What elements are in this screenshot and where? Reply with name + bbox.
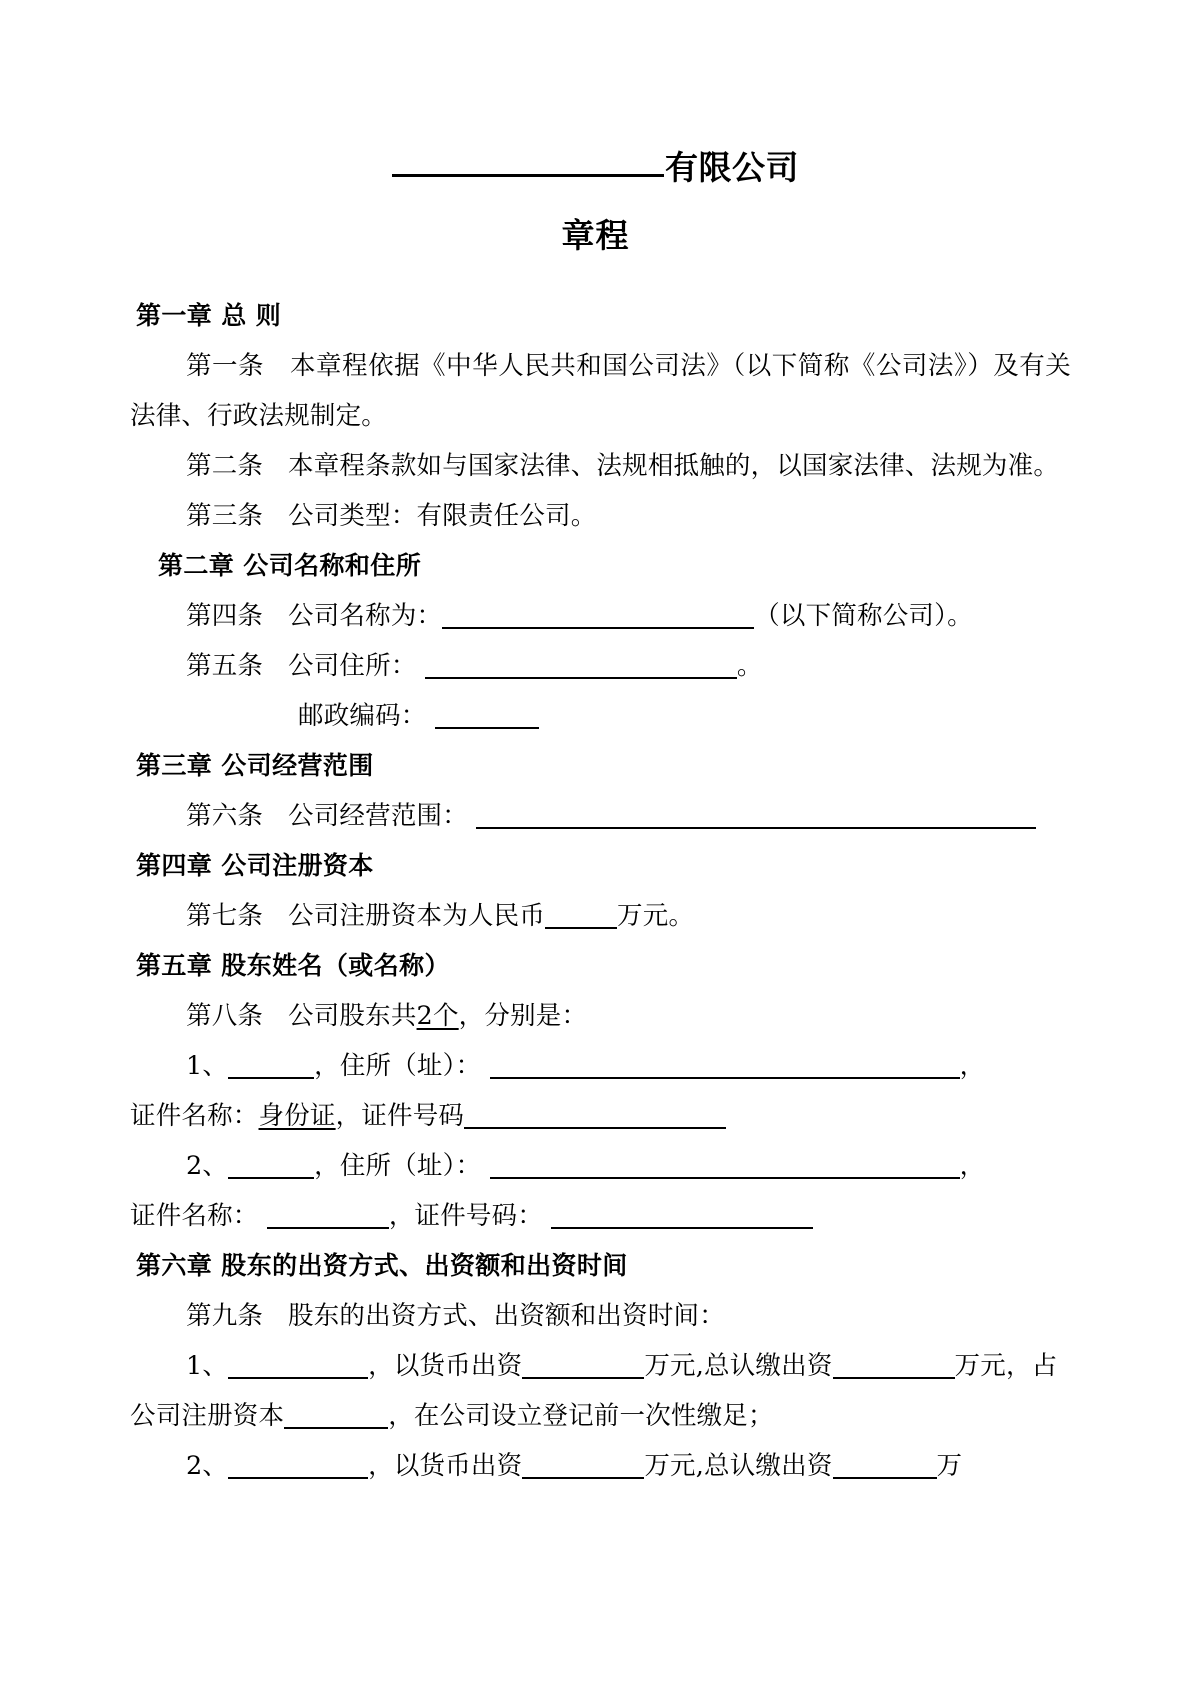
- shareholder-2-index: 2、: [186, 1151, 229, 1182]
- article-6: [130, 791, 1071, 841]
- contribution-2-seg2: 万元,总认缴出资: [644, 1451, 833, 1482]
- shareholder-2-name-field[interactable]: [228, 1176, 314, 1179]
- article-4-label: 第四条: [186, 601, 264, 632]
- contribution-1-seg4: ，在公司设立登记前一次性缴足；: [388, 1401, 774, 1432]
- article-7-label: 第七条: [186, 901, 264, 932]
- chapter-heading-1: 第一章 总 则: [136, 301, 282, 331]
- article-5-prefix: 公司住所：: [288, 651, 417, 682]
- contribution-1-name-field[interactable]: [228, 1376, 368, 1379]
- business-scope-field[interactable]: [476, 826, 1036, 829]
- article-3: [130, 491, 1071, 541]
- shareholder-2-id-number-field[interactable]: [551, 1226, 813, 1229]
- chapter-heading-2: 第二章 公司名称和住所: [158, 551, 422, 581]
- shareholder-1-address-label: ，住所（址）：: [314, 1051, 482, 1082]
- postal-code-field[interactable]: [435, 726, 539, 729]
- article-8: [130, 991, 1071, 1041]
- article-5-suffix: 。: [736, 651, 763, 682]
- chapter-heading-4: 第四章 公司注册资本: [136, 851, 374, 881]
- shareholder-2-address-line: [130, 1141, 1071, 1191]
- article-8-suffix: ，分别是：: [458, 1001, 588, 1032]
- contribution-1-seg1: ，以货币出资: [368, 1351, 523, 1382]
- page-subtitle: 章程: [561, 215, 630, 255]
- contribution-2-index: 2、: [186, 1451, 229, 1482]
- article-2-text: 本章程条款如与国家法律、法规相抵触的，以国家法律、法规为准。: [288, 451, 1060, 482]
- article-4: [130, 591, 1071, 641]
- article-7: [130, 891, 1071, 941]
- article-1-label: 第一条: [186, 351, 265, 382]
- article-1-text: 本章程依据《中华人民共和国公司法》（以下简称《公司法》）及有关法律、行政法规制定。: [130, 351, 1072, 432]
- document-body: [0, 291, 1191, 1491]
- shareholder-1-id-number-field[interactable]: [464, 1126, 726, 1129]
- chapter-heading-3: 第三章 公司经营范围: [136, 751, 374, 781]
- contribution-2-total-field[interactable]: [833, 1476, 937, 1479]
- contribution-2-seg1: ，以货币出资: [368, 1451, 523, 1482]
- article-3-label: 第三条: [186, 501, 264, 532]
- article-5: [130, 641, 1071, 691]
- company-address-field[interactable]: [425, 676, 737, 679]
- shareholder-1-name-field[interactable]: [228, 1076, 314, 1079]
- article-9-prefix: 股东的出资方式、出资额和出资时间：: [288, 1301, 725, 1332]
- article-3-text: 公司类型：有限责任公司。: [288, 501, 597, 532]
- article-9-label: 第九条: [186, 1301, 264, 1332]
- contribution-2-line: [130, 1441, 1071, 1491]
- shareholder-2-id-label: 证件名称：: [130, 1201, 259, 1232]
- contribution-1-cash-field[interactable]: [522, 1376, 644, 1379]
- shareholder-1-address-field[interactable]: [490, 1076, 960, 1079]
- company-name-blank[interactable]: [392, 174, 664, 177]
- contribution-2-name-field[interactable]: [228, 1476, 368, 1479]
- shareholder-1-id-label: 证件名称：: [130, 1101, 259, 1132]
- chapter-heading-6: 第六章 股东的出资方式、出资额和出资时间: [136, 1251, 628, 1281]
- shareholder-1-index: 1、: [186, 1051, 229, 1082]
- shareholder-1-id-number-label: ，证件号码: [335, 1101, 465, 1132]
- postal-code-line: [130, 691, 1071, 741]
- contribution-2-seg3: 万: [936, 1451, 963, 1482]
- contribution-1-index: 1、: [186, 1351, 229, 1382]
- article-4-suffix: （以下简称公司）。: [754, 601, 973, 632]
- article-5-label: 第五条: [186, 651, 264, 682]
- article-7-suffix: 万元。: [617, 901, 695, 932]
- shareholder-2-address-tail: ，: [959, 1151, 986, 1182]
- article-7-prefix: 公司注册资本为人民币: [288, 901, 546, 932]
- contribution-1-seg3: 万元，占公司注册资本: [130, 1351, 1058, 1432]
- article-2: [130, 441, 1071, 491]
- company-name-field[interactable]: [442, 626, 754, 629]
- contribution-1-line: [130, 1341, 1071, 1441]
- article-4-prefix: 公司名称为：: [288, 601, 443, 632]
- postal-code-label: 邮政编码：: [298, 701, 427, 732]
- article-6-prefix: 公司经营范围：: [288, 801, 468, 832]
- shareholder-2-address-label: ，住所（址）：: [314, 1151, 482, 1182]
- article-9: [130, 1291, 1071, 1341]
- contribution-1-total-field[interactable]: [833, 1376, 955, 1379]
- registered-capital-field[interactable]: [545, 926, 617, 929]
- page-title-suffix: 有限公司: [665, 148, 799, 187]
- contribution-1-percent-field[interactable]: [284, 1426, 388, 1429]
- chapter-heading-5: 第五章 股东姓名（或名称）: [136, 951, 450, 981]
- article-1: [130, 341, 1071, 441]
- shareholder-1-address-tail: ，: [959, 1051, 986, 1082]
- article-8-label: 第八条: [186, 1001, 264, 1032]
- shareholder-count-value[interactable]: 2个: [416, 1001, 459, 1032]
- shareholder-2-id-line: [130, 1191, 1071, 1241]
- shareholder-1-id-type-value[interactable]: 身份证: [258, 1101, 336, 1132]
- page-title: [0, 0, 1191, 188]
- shareholder-2-id-number-label: ，证件号码：: [388, 1201, 544, 1232]
- article-6-label: 第六条: [186, 801, 264, 832]
- shareholder-1-address-line: [130, 1041, 1071, 1091]
- article-8-prefix: 公司股东共: [288, 1001, 417, 1032]
- contribution-2-cash-field[interactable]: [522, 1476, 644, 1479]
- article-2-label: 第二条: [186, 451, 264, 482]
- shareholder-1-id-line: [130, 1091, 1071, 1141]
- shareholder-2-address-field[interactable]: [490, 1176, 960, 1179]
- shareholder-2-id-type-field[interactable]: [267, 1226, 389, 1229]
- contribution-1-seg2: 万元,总认缴出资: [644, 1351, 833, 1382]
